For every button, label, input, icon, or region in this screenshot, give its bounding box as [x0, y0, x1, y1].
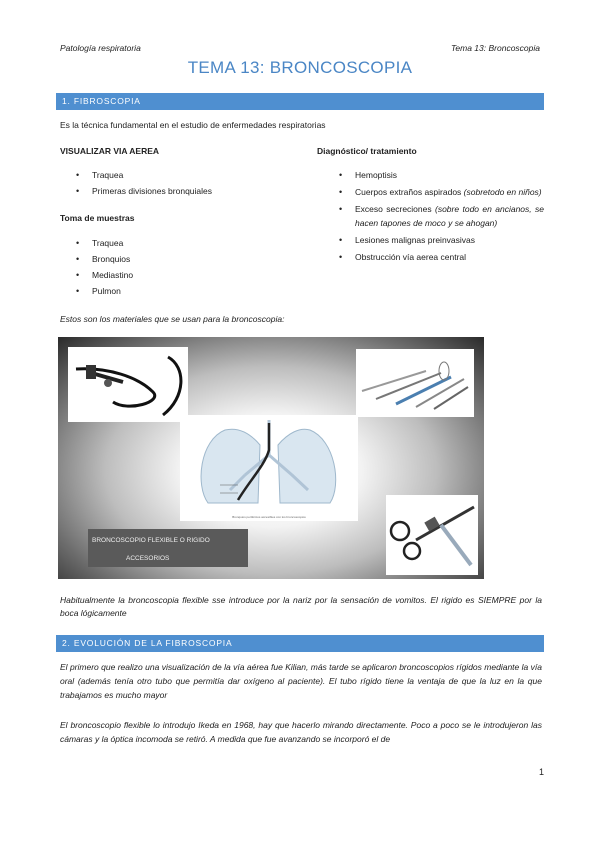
diagnosis-heading: Diagnóstico/ tratamiento [317, 146, 417, 156]
list-item: • Mediastino [60, 267, 290, 283]
flexible-bronchoscope-photo [68, 347, 188, 422]
list-item: • Traquea [60, 167, 290, 183]
section-heading-evolucion: 2. EVOLUCIÓN DE LA FIBROSCOPIA [56, 635, 544, 652]
caption-accessories: ACCESORIOS [126, 555, 170, 562]
diagnosis-list [317, 168, 544, 267]
list-item: • Lesiones malignas preinvasivas [317, 233, 544, 247]
visualize-list [60, 167, 290, 199]
lung-caption: Bronquios periféricos accesibles con los broncoscopios [232, 515, 306, 519]
samples-heading: Toma de muestras [60, 213, 135, 223]
accessories-photo [356, 349, 474, 417]
list-item: • Traquea [60, 235, 290, 251]
evolution-paragraph-1: El primero que realizo una visualización de la vía aérea fue Kilian, más tarde se aplicaron broncoscopios rígidos mediante la vía oral (además tenía otro tubo que permitía dar oxígeno al paciente). El tubo rígido tiene la ventaja de que la luz en la que trabajamos es mucho mayor [60, 662, 542, 700]
list-item: • Primeras divisiones bronquiales [60, 183, 290, 199]
bronchoscopy-materials-figure [58, 337, 484, 579]
list-item: • Pulmon [60, 283, 290, 299]
list-item: • Bronquios [60, 251, 290, 267]
flexible-vs-rigid-text: Habitualmente la broncoscopia flexible sse introduce por la nariz por la sensación de vomitos. El rigido es SIEMPRE por la boca lógicamente [60, 595, 542, 618]
list-item: • Obstrucción vía aerea central [317, 250, 544, 264]
list-item: • Hemoptisis [317, 168, 544, 182]
caption-bronchoscope: BRONCOSCOPIO FLEXIBLE O RIGIDO [92, 537, 210, 544]
header-subject: Patología respiratoria [60, 43, 141, 53]
materials-intro: Estos son los materiales que se usan para la broncoscopia: [60, 314, 285, 324]
page-title: TEMA 13: BRONCOSCOPIA [187, 58, 413, 77]
figure-caption-box [88, 529, 248, 567]
page-number: 1 [538, 767, 544, 777]
evolution-paragraph-2: El broncoscopio flexible lo introdujo Ikeda en 1968, hay que hacerlo mirando directamente. Poco a poco se le introdujeron las cámaras y la óptica incomoda se retiró. A medida que fue avanzando se incorporó el de [60, 720, 542, 744]
section-intro: Es la técnica fundamental en el estudio de enfermedades respiratorias [60, 120, 326, 130]
list-item: • Cuerpos extraños aspirados (sobretodo en niños) [317, 185, 544, 199]
visualize-heading: VISUALIZAR VIA AEREA [60, 146, 160, 156]
samples-list [60, 235, 290, 299]
rigid-bronchoscope-photo [386, 495, 478, 575]
lung-diagram [180, 415, 358, 521]
section-heading-fibroscopia: 1. FIBROSCOPIA [56, 93, 544, 110]
list-item: • Exceso secreciones (sobre todo en ancianos, se hacen tapones de moco y se ahogan) [317, 202, 544, 230]
header-topic: Tema 13: Broncoscopia [451, 43, 540, 53]
